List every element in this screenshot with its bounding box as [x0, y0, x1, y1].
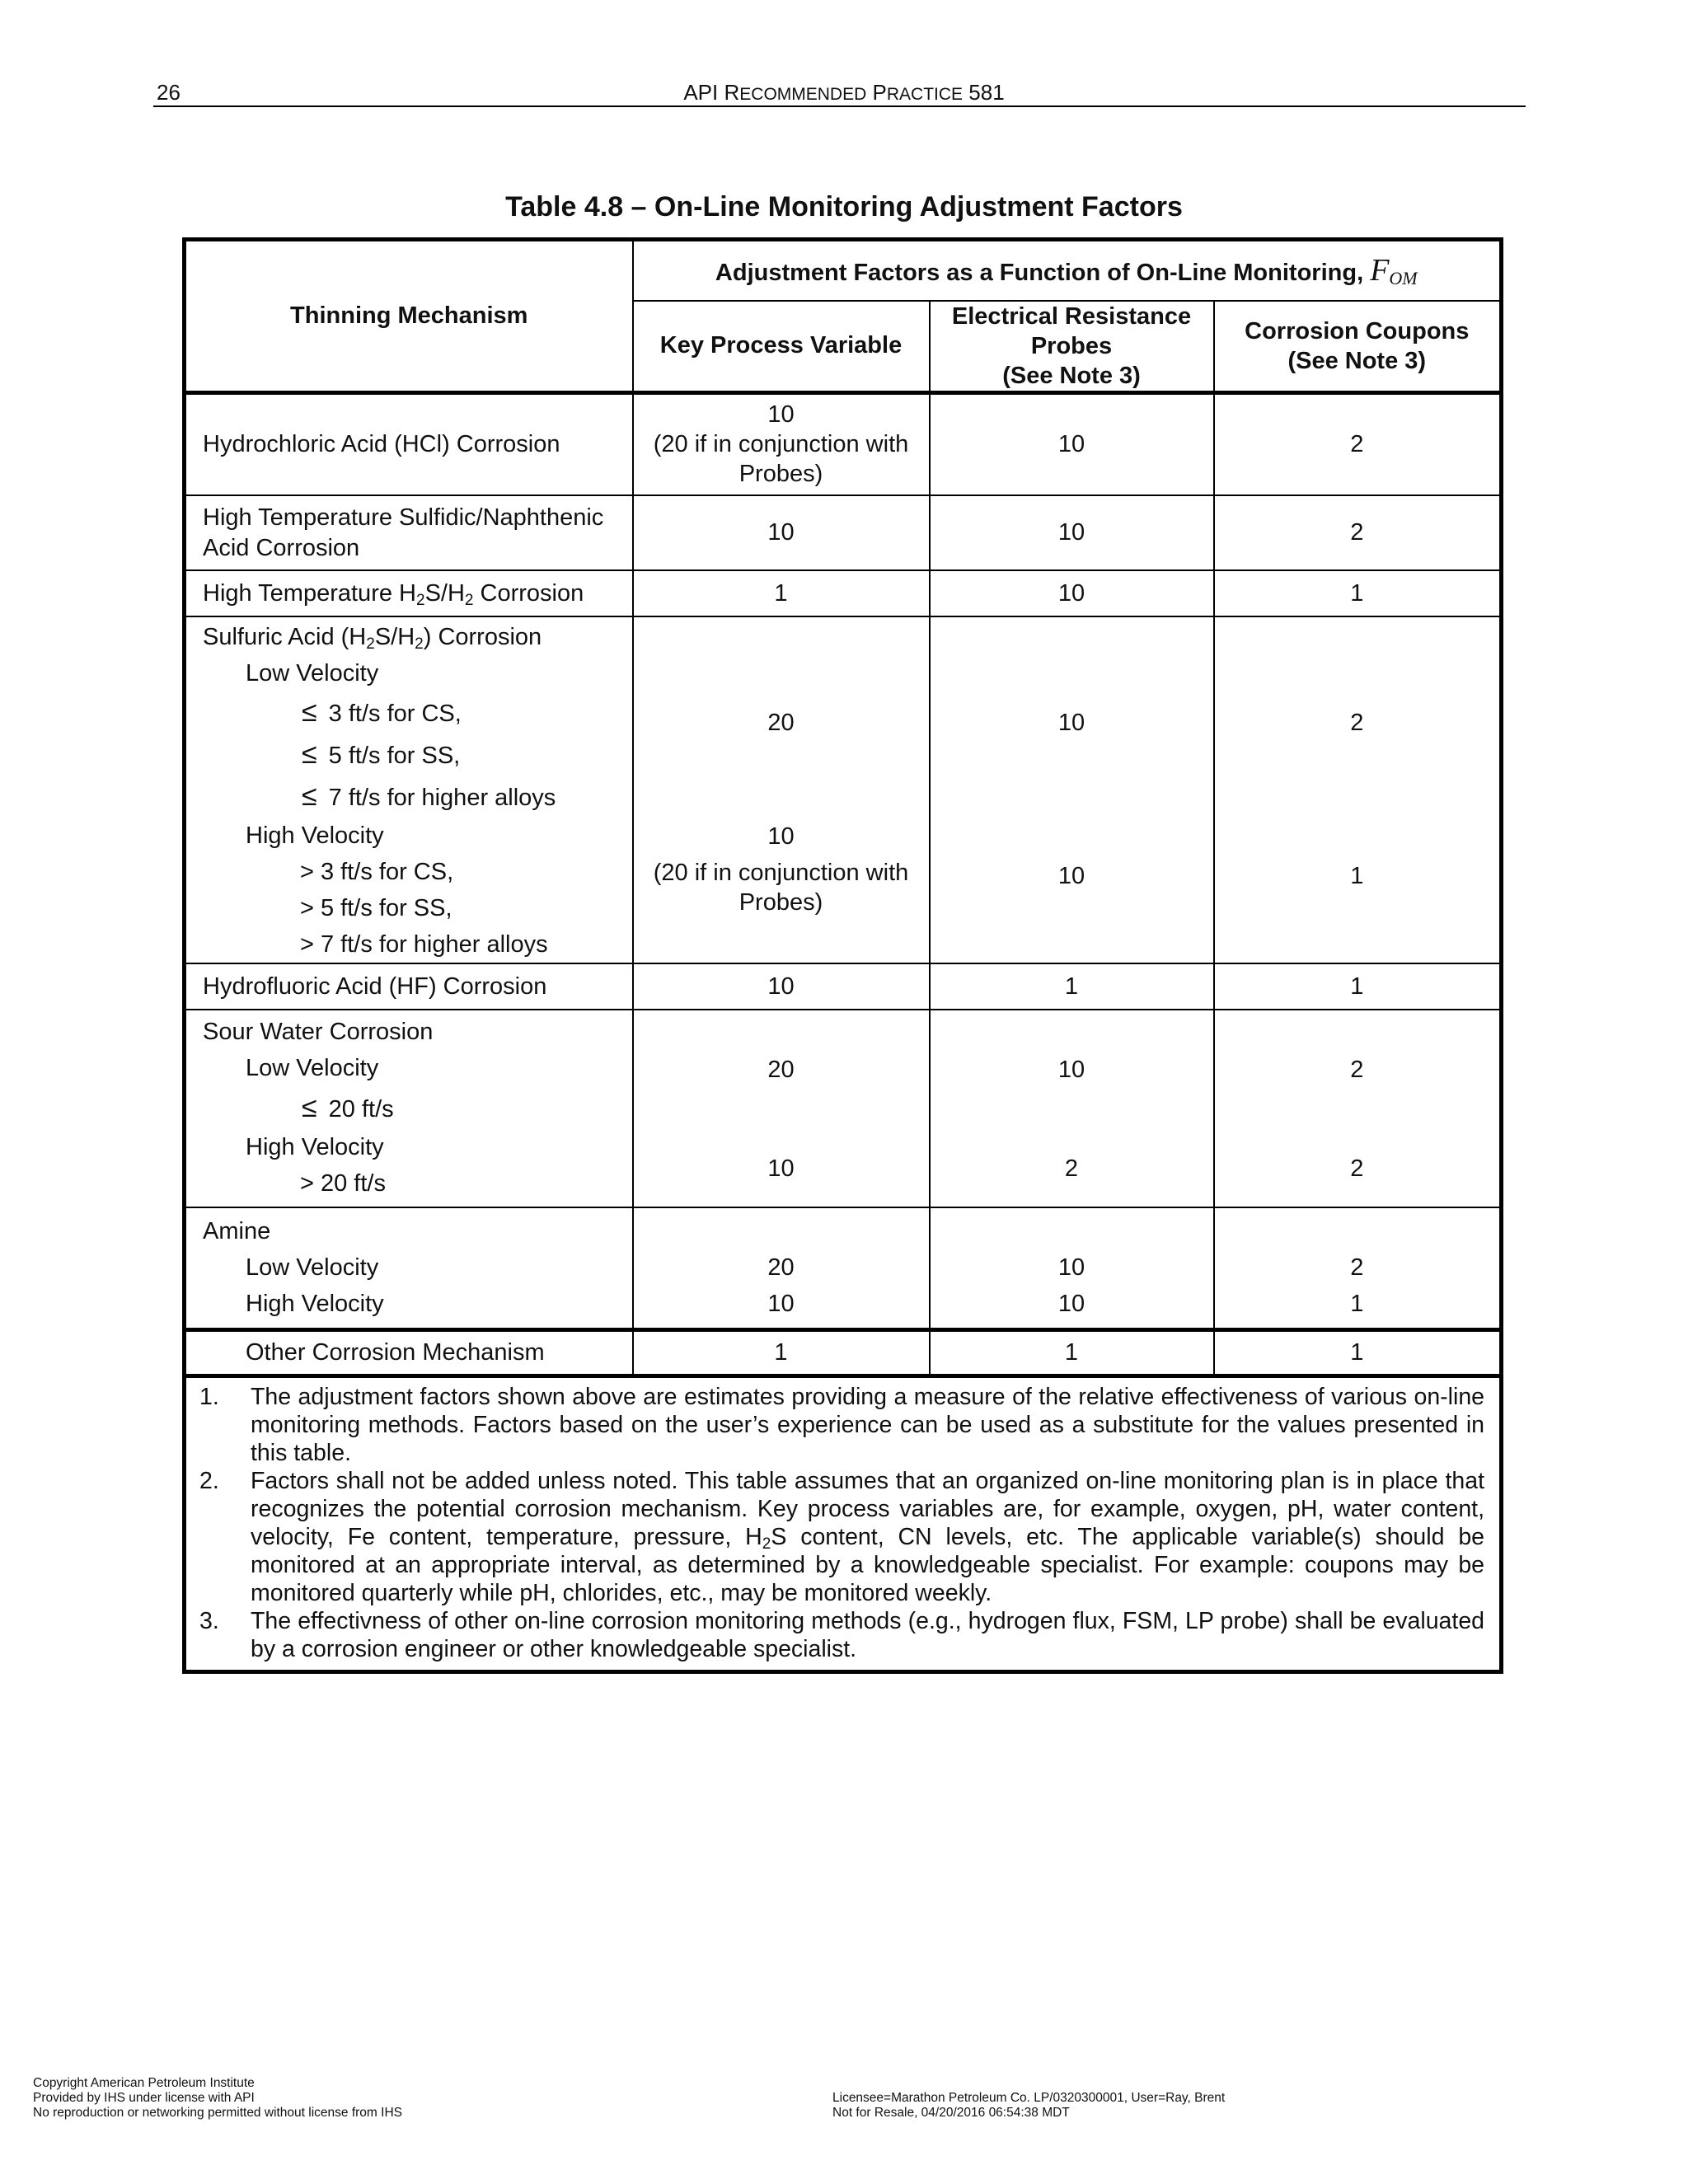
header-key-process-variable: Key Process Variable: [633, 301, 930, 393]
cell-er: 10: [930, 570, 1214, 616]
cell-kpv: 1: [633, 1329, 930, 1376]
cell-kpv: 20 10: [633, 1207, 930, 1329]
table-row: [185, 963, 1502, 1010]
header-corrosion-coupons: Corrosion Coupons (See Note 3): [1214, 301, 1502, 393]
table-title: Table 4.8 – On-Line Monitoring Adjustment Factors: [505, 191, 1183, 223]
cell-mechanism: Sour Water Corrosion Low Velocity ≤ 20 ft/s High Velocity > 20 ft/s: [185, 1010, 633, 1207]
cell-mechanism: High Temperature $H_2S/H_2$ Corrosion: [185, 570, 633, 616]
cell-er: 1: [930, 963, 1214, 1010]
table-row: [185, 1010, 1502, 1207]
cell-mechanism: Hydrochloric Acid (HCl) Corrosion: [185, 392, 633, 495]
footer-copyright: Copyright American Petroleum Institute Provided by IHS under license with API No reproduction or networking permitted without license from IHS: [33, 2076, 402, 2120]
cell-er: 10: [930, 495, 1214, 570]
footer-licensee: Licensee=Marathon Petroleum Co. LP/0320300001, User=Ray, Brent Not for Resale, 04/20/2016 06:54:38 MDT: [832, 2091, 1226, 2120]
page-number: 26: [157, 80, 181, 105]
notes-row: [185, 1376, 1502, 1671]
cell-kpv: 1: [633, 570, 930, 616]
cell-mechanism: Amine Low Velocity High Velocity: [185, 1207, 633, 1329]
cell-cc: 2: [1214, 392, 1502, 495]
cell-cc: 2: [1214, 495, 1502, 570]
cell-cc: 1: [1214, 570, 1502, 616]
running-head: API RECOMMENDED PRACTICE 581: [683, 80, 1005, 105]
cell-cc: 2 1: [1214, 1207, 1502, 1329]
table-row: [185, 616, 1502, 963]
table-row: [185, 1207, 1502, 1329]
table-row: [185, 570, 1502, 616]
cell-cc: 2 2: [1214, 1010, 1502, 1207]
cell-mechanism: Hydrofluoric Acid (HF) Corrosion: [185, 963, 633, 1010]
note-3: 3. The effectivness of other on-line corrosion monitoring methods (e.g., hydrogen flux, FSM, LP probe) shall be evaluated by a corrosion engineer or other knowledgeable specialist.: [199, 1607, 1485, 1662]
cell-mechanism: Sulfuric Acid $(H_2S/H_2)$ Corrosion Low Velocity ≤ 3 ft/s for CS, ≤ 5 ft/s for SS, ≤ 7 ft/s for higher alloys High Velocity > 3 ft/s for CS, > 5 ft/s for SS, > 7 ft/s for higher alloys: [185, 616, 633, 963]
table-row: [185, 495, 1502, 570]
cell-kpv: 10: [633, 963, 930, 1010]
adjustment-factors-table: [182, 237, 1503, 1674]
fom-symbol: $F_{OM}$: [1370, 253, 1418, 289]
table-row: [185, 392, 1502, 495]
table-notes: [185, 1376, 1502, 1671]
header-rule: [153, 105, 1526, 107]
cell-er: 10 2: [930, 1010, 1214, 1207]
note-1: 1. The adjustment factors shown above are estimates providing a measure of the relative effectiveness of various on-line monitoring methods. Factors based on the user’s experience can be used as a substitute for the values presented in this table.: [199, 1383, 1485, 1466]
table-row: [185, 1329, 1502, 1376]
header-electrical-resistance-probes: Electrical Resistance Probes (See Note 3): [930, 301, 1214, 393]
cell-er: 10 10: [930, 1207, 1214, 1329]
cell-kpv: 10 (20 if in conjunction with Probes): [633, 392, 930, 495]
note-2: 2. Factors shall not be added unless noted. This table assumes that an organized on-line monitoring plan is in place that recognizes the potential corrosion mechanism. Key process variables are, for example, oxygen, pH, water content, velocity, Fe content, temperature, pressure, $H_2S$ content, CN levels, etc. The applicable variable(s) should be monitored at an appropriate interval, as determined by a knowledgeable specialist. For example: coupons may be monitored quarterly while pH, chlorides, etc., may be monitored weekly.: [199, 1467, 1485, 1606]
cell-er: 10: [930, 392, 1214, 495]
cell-er: 1: [930, 1329, 1214, 1376]
cell-kpv: 20 10: [633, 1010, 930, 1207]
cell-mechanism: High Temperature Sulfidic/Naphthenic Acid Corrosion: [185, 495, 633, 570]
cell-er: 10 10: [930, 616, 1214, 963]
cell-cc: 1: [1214, 1329, 1502, 1376]
cell-kpv: 10: [633, 495, 930, 570]
header-adjustment-factors: Adjustment Factors as a Function of On-Line Monitoring, $F_{OM}$: [633, 240, 1502, 301]
cell-cc: 1: [1214, 963, 1502, 1010]
cell-cc: 2 1: [1214, 616, 1502, 963]
cell-kpv: 20 10 (20 if in conjunction with Probes): [633, 616, 930, 963]
header-thinning-mechanism: Thinning Mechanism: [185, 240, 633, 393]
cell-mechanism: Other Corrosion Mechanism: [185, 1329, 633, 1376]
